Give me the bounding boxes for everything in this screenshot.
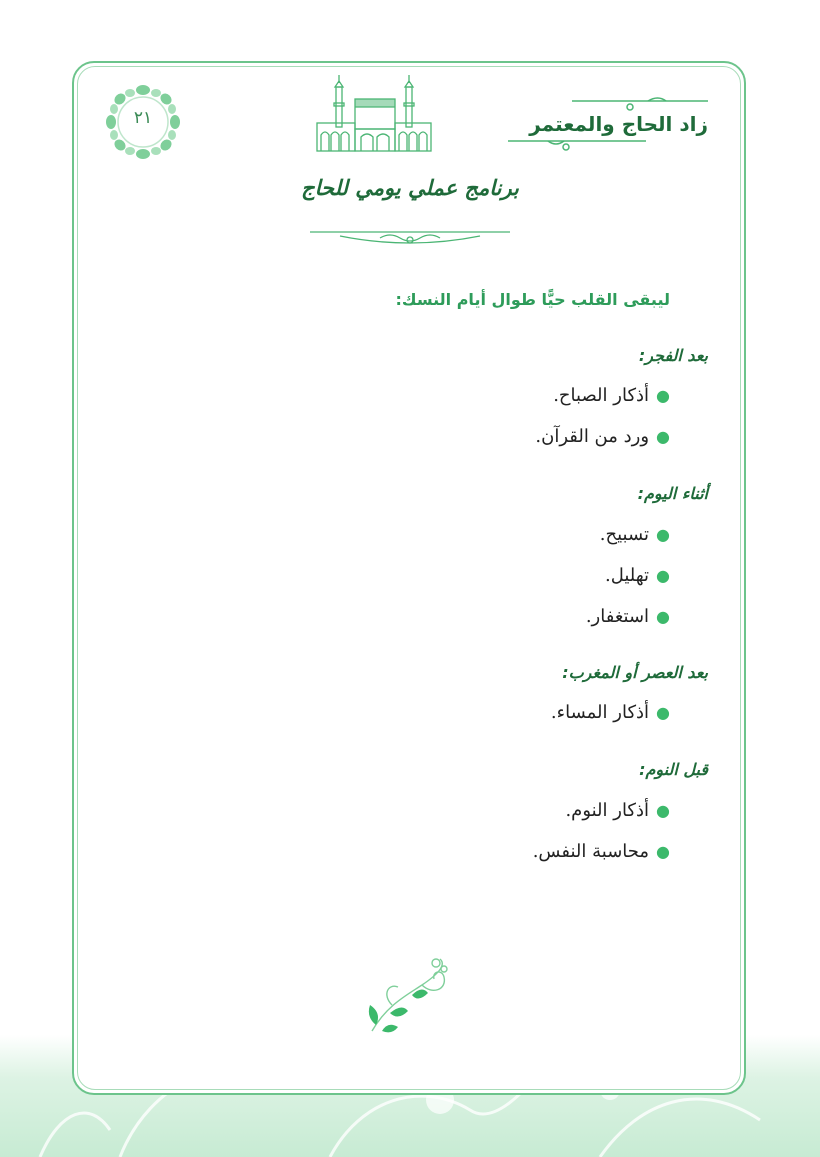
ornamental-divider-icon [310, 228, 510, 250]
bullet-icon: ● [656, 525, 670, 544]
bullet-icon: ● [656, 607, 670, 626]
floral-ornament-icon [362, 955, 454, 1037]
list-item: ●تهليل. [604, 565, 670, 586]
intro-text: ليبقى القلب حيًّا طوال أيام النسك: [395, 290, 670, 309]
kaaba-mosque-icon [313, 73, 435, 155]
page-number: ٢١ [133, 108, 153, 128]
bullet-icon: ● [656, 386, 670, 405]
group-heading: بعد العصر أو المغرب: [562, 663, 708, 682]
bullet-icon: ● [656, 566, 670, 585]
group-heading: أثناء اليوم: [637, 484, 708, 503]
list-item: ●أذكار النوم. [565, 800, 670, 821]
section-title: برنامج عملي يومي للحاج [301, 176, 519, 200]
group-heading: بعد الفجر: [638, 346, 708, 365]
bullet-icon: ● [656, 703, 670, 722]
bullet-icon: ● [656, 801, 670, 820]
book-title: زاد الحاج والمعتمر [529, 112, 708, 136]
bullet-icon: ● [656, 842, 670, 861]
list-item: ●ورد من القرآن. [535, 426, 670, 447]
list-item: ●استغفار. [585, 606, 670, 627]
bullet-icon: ● [656, 427, 670, 446]
group-heading: قبل النوم: [639, 760, 708, 779]
list-item: ●محاسبة النفس. [532, 841, 670, 862]
list-item: ●تسبيح. [599, 524, 670, 545]
list-item: ●أذكار المساء. [550, 702, 670, 723]
list-item: ●أذكار الصباح. [553, 385, 670, 406]
